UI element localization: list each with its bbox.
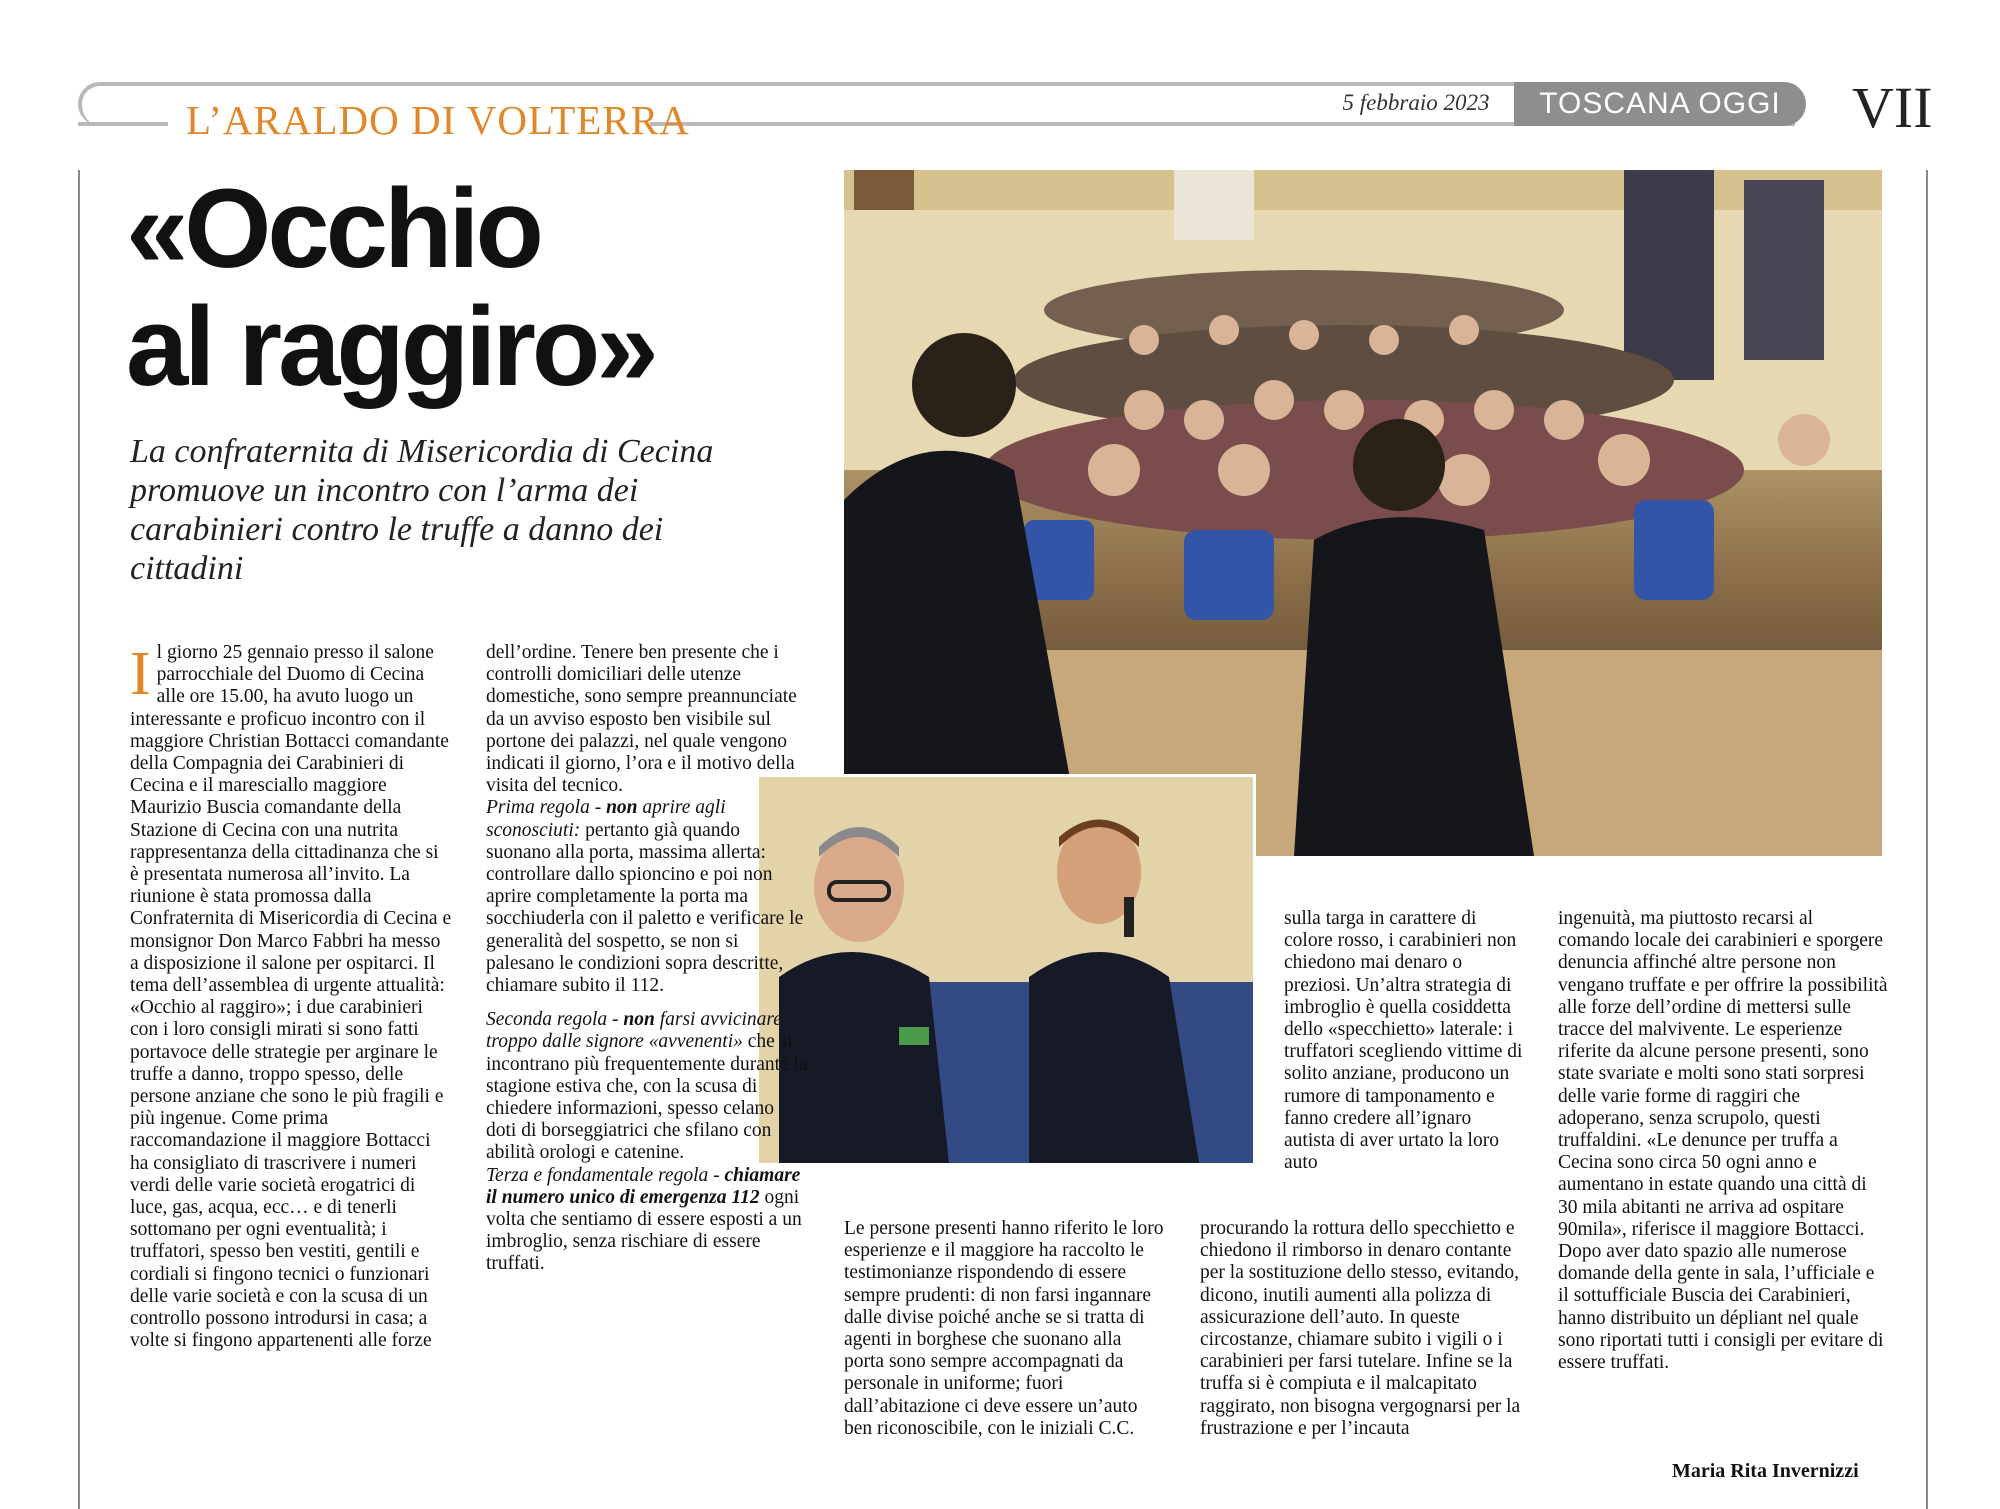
article-column-1 [130,642,452,1353]
meeting-photo [844,170,1882,856]
column-3-text: Le persone presenti hanno riferito le loro esperienze e il maggiore ha raccolto le testimonianze rispondendo di essere sempre prudenti: di non farsi ingannare dalle divise poiché anche se si tratta di agenti in borghese che suonano alla porta sono sempre accompagnati da personale in uniforme; fuori dall’abitazione ci deve essere un’auto ben riconoscibile, con le iniziali C.C. [844,1218,1164,1439]
rule-2-text: che si incontrano più frequentemente durante la stagione estiva che, con la scusa di chiedere informazioni, spesso celano doti di borseggiatrici che sfilano con abilità orologi e catenine. [486,1031,808,1164]
article-column-4-bottom [1200,1218,1524,1440]
column-5-text: ingenuità, ma piuttosto recarsi al comando locale dei carabinieri e sporgere denuncia affinché altre persone non vengano truffate e per offrire la possibilità alle forze dell’ordine di mettersi sulle tracce del malvivente. Le esperienze riferite da alcune persone presenti, sono state svariate e molti sono stati sorpresi delle varie forme di raggiri che adoperano, senza scrupolo, questi truffaldini. «Le denunce per truffa a Cecina sono circa 50 ogni anno e aumentano in estate quando una città di 30 mila abitanti ne arriva ad ospitare 90mila», riferisce il maggiore Bottacci. Dopo aver dato spazio alle numerose domande della gente in sala, l’ufficiale e il sottufficiale Buscia dei Carabinieri, hanno distribuito un dépliant nel quale sono riportati tutti i consigli per evitare di essere truffati. [1558,908,1888,1374]
rule-3 [486,1165,808,1276]
article-column-2 [486,642,808,1276]
carabinieri-photo-drawing [759,777,1253,1163]
rule-2-italic: farsi avvicinare troppo dalle signore «avvenenti» [486,1009,782,1053]
rule-2-bold: non [623,1009,655,1031]
dropcap: I [130,640,151,708]
rule-1-bold: non [606,797,638,819]
meeting-photo-drawing [844,170,1882,856]
article-column-3 [844,1218,1166,1440]
rule-1-italic: aprire agli sconosciuti: [486,797,726,841]
rule-3-text: ogni volta che sentiamo di essere esposti a un imbroglio, senza rischiare di essere truffati. [486,1186,802,1275]
left-margin-rule [78,170,80,1509]
column-1-text: l giorno 25 gennaio presso il salone parrocchiale del Duomo di Cecina alle ore 15.00, ha avuto luogo un interessante e proficuo incontro con il maggiore Christian Bottacci comandante della Compagnia dei Carabinieri di Cecina e il maresciallo maggiore Maurizio Buscia comandante della Stazione di Cecina con una nutrita rappresentanza della cittadinanza che si è presentata numerosa all’invito. La riunione è stata promossa dalla Confraternita di Misericordia di Cecina e monsignor Don Marco Fabbri ha messo a disposizione il salone per ospitarci. Il tema dell’assemblea di urgente attualità: «Occhio al raggiro»; i due carabinieri con i loro consigli mirati si sono fatti portavoce delle strategie per arginare le truffe a danno, troppo spesso, delle persone anziane che sono le più fragili e più ingenue. Come prima raccomandazione il maggiore Bottacci ha consigliato di trascrivere i numeri verdi delle varie società erogatrici di luce, gas, acqua, ecc… e di tenerli sottomano per ogni eventualità; i truffatori, spesso ben vestiti, gentili e cordiali si fingono tecnici o funzionari delle varie società e con la scusa di un controllo possono introdursi in casa; a volte si fingono appartenenti alle forze [130,642,452,1352]
rule-3-bold: chiamare il numero unico di emergenza 112 [486,1164,801,1208]
rule-1-label: Prima regola - [486,797,607,819]
article-column-4-top [1284,908,1524,1174]
paper-name: L’ARALDO DI VOLTERRA [186,97,690,143]
section-label: TOSCANA OGGI [1514,82,1806,126]
subheadline: La confraternita di Misericordia di Cecina promuove un incontro con l’arma dei carabinieri contro le truffe a danno dei cittadini [130,433,714,587]
article-column-5 [1558,908,1888,1374]
column-2-intro: dell’ordine. Tenere ben presente che i controlli domiciliari delle utenze domestiche, sono sempre preannunciate da un avviso esposto ben visibile sul portone dei palazzi, nel quale vengono indicati il giorno, l’ora e il motivo della visita del tecnico. [486,642,797,797]
column-4-top-text: sulla targa in carattere di colore rosso, i carabinieri non chiedono mai denaro o preziosi. Un’altra strategia di imbroglio è quella cosiddetta dello «specchietto» laterale: i truffatori scegliendo vittime di solito anziane, producono un rumore di tamponamento e fanno credere all’ignaro autista di aver urtato la loro auto [1284,908,1523,1174]
headline-line-2: al raggiro» [126,284,655,409]
column-4-bottom-text: procurando la rottura dello specchietto e chiedono il rimborso in denaro contante per la sostituzione dello stesso, evitando, dicono, inutili aumenti alla polizza di assicurazione dell’auto. In queste circostanze, chiamare subito i vigili o i carabinieri per farsi tutelare. Infine se la truffa si è compiuta e il malcapitato raggirato, non bisogna vergognarsi per la frustrazione e per l’incauta [1200,1218,1521,1439]
issue-date: 5 febbraio 2023 [1342,90,1490,115]
rule-2-label: Seconda regola - [486,1009,624,1031]
carabinieri-photo [756,774,1256,1166]
header-rule-left [78,122,168,126]
page-number: VII [1852,75,1933,140]
headline [126,166,846,409]
rule-3-label: Terza e fondamentale regola - [486,1164,725,1186]
right-margin-rule [1926,170,1928,1509]
rule-1-text: pertanto già quando suonano alla porta, massima allerta: controllare dallo spioncino e poi non aprire completamente la porta ma socchiuderla con il paletto e verificare le generalità del sospetto, se non si palesano le condizioni sopra descritte, chiamare subito il 112. [486,819,804,997]
rule-1 [486,797,808,997]
headline-line-1: «Occhio [126,166,540,291]
rule-2 [486,1009,808,1164]
byline: Maria Rita Invernizzi [1672,1460,1859,1482]
